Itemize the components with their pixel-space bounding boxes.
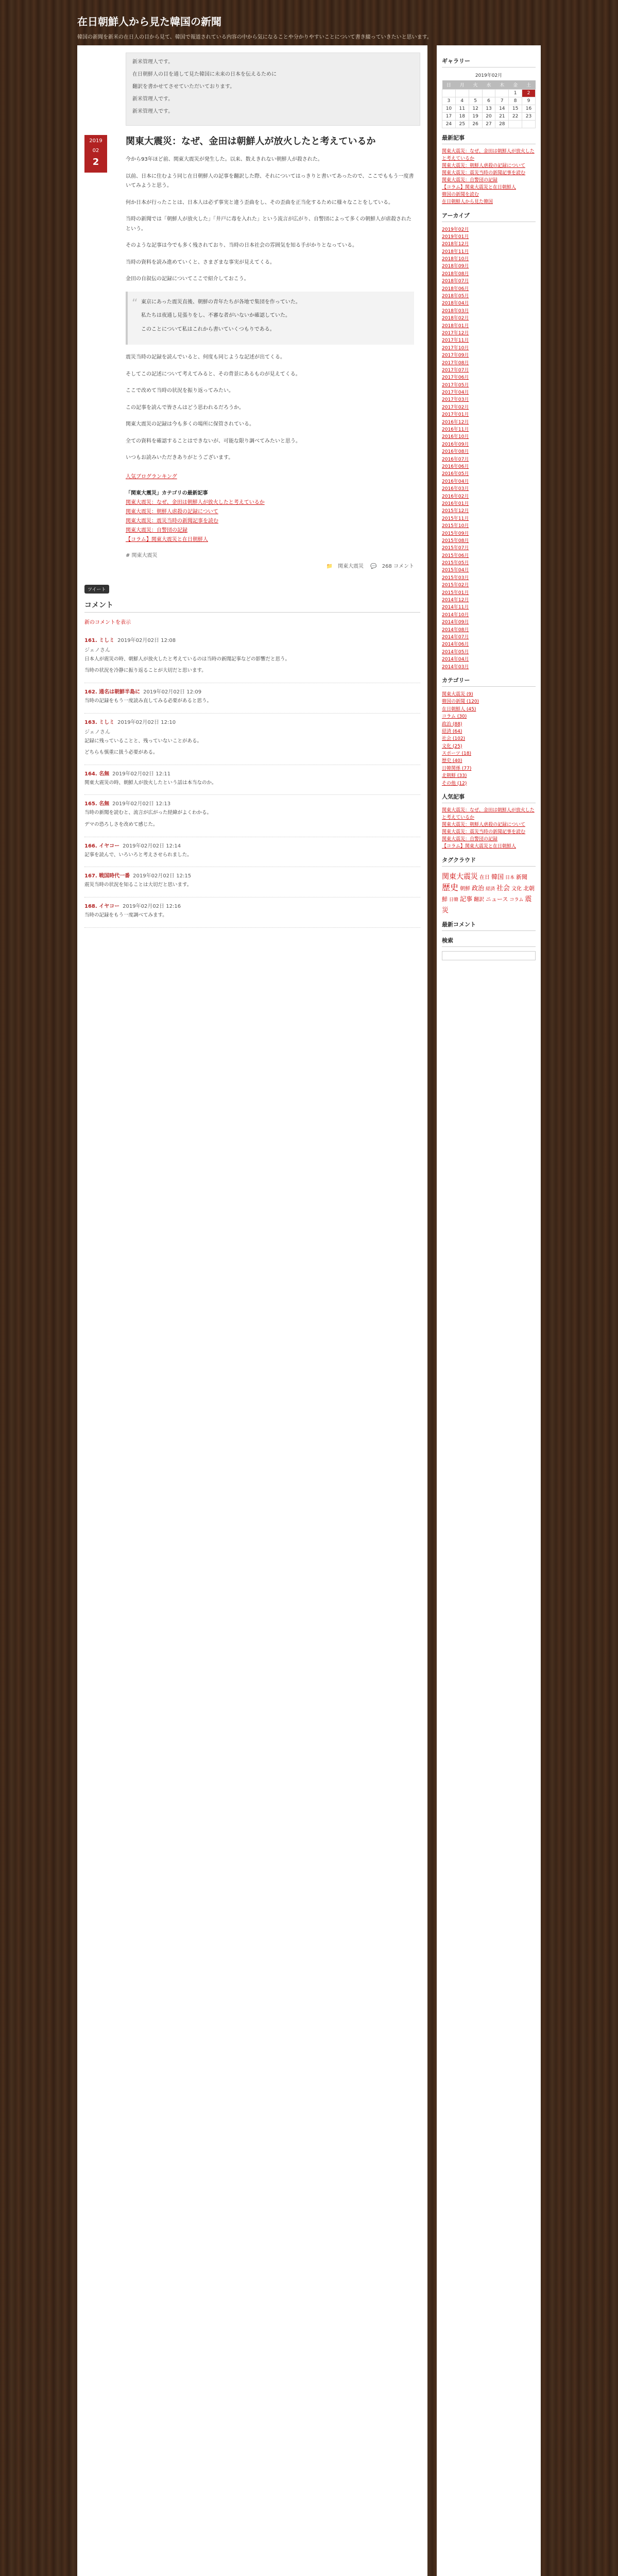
post-date-year: 2019 [84,135,107,145]
recent-title: 最新記事 [442,133,536,144]
archive-link[interactable]: 2018年04月 [442,301,469,307]
post-paragraph: この記事を読んで皆さんはどう思われるだろうか。 [126,404,244,411]
calendar-day[interactable]: 16 [522,105,536,113]
popular-post-link[interactable]: 【コラム】関東大震災と在日朝鮮人 [442,843,516,849]
blockquote [126,292,414,345]
tag-link[interactable]: 朝鮮 [460,886,471,892]
comment-num: 165. 名無 [84,801,110,807]
comment-body [84,779,420,788]
tag-link[interactable]: 関東大震災 [442,872,478,881]
calendar-day[interactable]: 8 [509,97,522,105]
comment-head [84,687,420,695]
comment-date: 2019年02月02日 12:16 [123,903,181,909]
sidebar [437,45,541,2576]
comment-name: ジェノさん [84,647,110,653]
recent-post-link[interactable]: 【コラム】関東大震災と在日朝鮮人 [442,184,516,190]
recent-post-link[interactable]: 関東大震災：震災当時の新聞記事を読む [442,170,526,176]
calendar-day[interactable]: 23 [522,113,536,121]
post-paragraph: ここで改めて当時の状況を振り返ってみたい。 [126,388,234,394]
tag-link[interactable]: 歴史 [442,882,459,892]
search-title: 検索 [442,936,536,947]
category-link[interactable]: 経済 (64) [442,728,462,734]
post-paragraph: 当時の資料を読み進めていくと、さまざまな事実が見えてくる。 [126,259,275,265]
calendar-day [522,121,536,128]
archive-link[interactable]: 2017年06月 [442,375,469,381]
recent-post-link[interactable]: 在日朝鮮人から見た韓国 [442,199,493,205]
tag-link[interactable]: 日韓 [449,897,459,903]
calendar-day [509,121,522,128]
archive-link[interactable]: 2014年12月 [442,598,469,603]
archive-link[interactable]: 2015年09月 [442,531,469,536]
archive-link[interactable]: 2015年03月 [442,575,469,581]
archive-link[interactable]: 2016年03月 [442,486,469,492]
comment [84,867,420,897]
tag-link[interactable]: 北朝鮮 [442,885,535,903]
comment-body [84,911,420,920]
comment [84,765,420,795]
tag-link[interactable]: 震災 [442,895,532,914]
category-link[interactable]: 社会 (102) [442,736,466,742]
calendar-weekday: 金 [509,80,522,90]
calendar-weekday: 日 [442,80,456,90]
archive-link[interactable]: 2016年10月 [442,434,469,440]
comment-line: 当時の新聞を読むと、流言が広がった経緯がよくわかる。 [84,810,212,816]
archive-link[interactable]: 2018年03月 [442,308,469,314]
recent-comments-title: 最新コメント [442,920,536,931]
post-date-day: 2 [84,155,107,173]
related-link[interactable]: 関東大震災：震災当時の新聞記事を読む [126,518,218,524]
archive-link[interactable]: 2017年09月 [442,353,469,359]
archive-title: アーカイブ [442,211,536,222]
calendar-day[interactable]: 11 [455,105,469,113]
archive-link[interactable]: 2016年12月 [442,419,469,425]
popular-post-link[interactable]: 関東大震災：自警団の記録 [442,836,498,842]
tag-link[interactable]: 経済 [486,886,495,892]
calendar-day[interactable]: 18 [455,113,469,121]
site-title[interactable]: 在日朝鮮人から見た韓国の新聞 [77,15,221,28]
post-date-month: 02 [84,145,107,155]
comment [84,795,420,837]
quote-line: 私たちは夜通し見張りをし、不審な者がいないか確認していた。 [141,313,290,319]
archive-link[interactable]: 2014年04月 [442,657,469,663]
related-heading: 「関東大震災」カテゴリの最新記事 [126,490,208,496]
calendar-day[interactable]: 22 [509,113,522,121]
calendar-day[interactable]: 1 [509,90,522,97]
archive-link[interactable]: 2017年05月 [442,382,469,388]
comment-num: 163. ミしミ [84,719,115,725]
comment-date: 2019年02月02日 12:14 [123,843,181,849]
tag-title: タグクラウド [442,856,536,867]
comment-line: 当時の記録をもう一度調べてみます。 [84,912,167,918]
archive-link[interactable]: 2017年04月 [442,390,469,396]
comment-body [84,809,420,829]
calendar-day[interactable]: 7 [495,97,509,105]
calendar-weekday: 月 [455,80,469,90]
post-body [126,135,414,569]
comment-head [84,769,420,777]
category-link[interactable]: コラム (30) [442,714,467,720]
comment-line: 当時の状況を冷静に振り返ることが大切だと思います。 [84,668,207,674]
archive-link[interactable]: 2017年07月 [442,367,469,373]
recent-post-link[interactable]: 関東大震災：自警団の記録 [442,177,498,183]
archive-link[interactable]: 2018年07月 [442,279,469,284]
post-date [84,135,107,569]
category-link[interactable]: その他 (12) [442,781,467,786]
calendar-day [442,90,456,97]
tag-link[interactable]: 翻訳 [474,897,485,903]
comment-body [84,881,420,890]
popular-post-link[interactable]: 関東大震災：朝鮮人虐殺の記録について [442,822,525,827]
calendar-day[interactable]: 2 [522,90,536,97]
archive-link[interactable]: 2019年02月 [442,227,469,232]
archive-link[interactable]: 2017年11月 [442,338,469,344]
archive-link[interactable]: 2018年05月 [442,294,469,299]
comment-num: 168. イヤコー [84,903,120,909]
comment-line: デマの恐ろしさを改めて感じた。 [84,822,158,828]
quote-line: このことについて私はこれから書いていくつもりである。 [141,326,275,332]
archive-link[interactable]: 2015年04月 [442,568,469,573]
post-text [126,155,414,480]
comment-line: 記録に残っていることと、残っていないことがある。 [84,738,202,744]
calendar-day[interactable]: 10 [442,105,456,113]
tag-link[interactable]: 文化 [511,886,522,892]
comment-num: 167. 戦国時代一番 [84,873,130,879]
calendar-day [469,90,482,97]
archive-link[interactable]: 2014年11月 [442,605,469,611]
main-column [77,45,427,2576]
archive-link[interactable]: 2016年06月 [442,464,469,469]
post-paragraph: そのような記事は今でも多く残されており、当時の日本社会の雰囲気を知る手がかりとなっている。 [126,243,357,249]
post-tag[interactable]: # 関東大震災 [126,552,158,558]
recent-post-link[interactable]: 関東大震災：朝鮮人虐殺の記録について [442,163,525,168]
comment-head [84,902,420,909]
notice-line: 新米管理人です。 [132,109,174,114]
quote-icon: “ [132,297,138,310]
archive-link[interactable]: 2017年01月 [442,412,469,418]
archive-link[interactable]: 2015年10月 [442,523,469,529]
archive-link[interactable]: 2014年10月 [442,612,469,618]
site-header [77,0,541,45]
archive-link[interactable]: 2017年12月 [442,330,469,336]
archive-link[interactable]: 2014年07月 [442,634,469,640]
calendar-day[interactable]: 26 [469,121,482,128]
new-comment-link[interactable]: 新のコメントを表示 [84,619,131,625]
calendar-day[interactable]: 28 [495,121,509,128]
calendar-weekday: 木 [495,80,509,90]
comment-num: 161. ミしミ [84,637,115,643]
archive-link[interactable]: 2016年01月 [442,501,469,506]
post-title[interactable]: 関東大震災：なぜ、金田は朝鮮人が放火したと考えているか [126,136,376,147]
comment-line: 記事を読んで、いろいろと考えさせられました。 [84,852,192,858]
folder-icon: 📁 [326,563,333,569]
notice-line: 新米管理人です。 [132,59,174,65]
search-input[interactable] [442,951,536,960]
notice-box [126,53,420,126]
post-paragraph: 全ての資料を確認することはできないが、可能な限り調べてみたいと思う。 [126,438,301,444]
category-link[interactable]: 関東大震災 (9) [442,691,473,697]
notice-line: 新米管理人です。 [132,96,174,102]
popular-post-link[interactable]: 関東大震災：なぜ、金田は朝鮮人が放火したと考えているか [442,808,535,820]
tag-cloud [442,871,536,916]
comment-date: 2019年02月02日 12:11 [112,771,171,777]
tag-link[interactable]: 在日 [479,874,490,880]
calendar-day[interactable]: 9 [522,97,536,105]
comment-date: 2019年02月02日 12:09 [143,689,202,695]
tag-link[interactable]: コラム [509,897,524,903]
notice-line: 在日朝鮮人の目を通して見た韓国に未来の日本を伝えるために [132,72,277,77]
recent-post-link[interactable]: 関東大震災：なぜ、金田は朝鮮人が放火したと考えているか [442,149,535,161]
post-paragraph: 何か日本が行ったことは、日本人は必ず事実と違う歪曲をし、その歪曲を正当化するために様々なことをしている。 [126,199,393,206]
comment-date: 2019年02月02日 12:10 [117,719,176,725]
post-meta [126,562,414,569]
calendar-day[interactable]: 12 [469,105,482,113]
post-paragraph: 震災当時の記録を読んでいると、何度も同じような記述が出てくる。 [126,354,285,361]
comment-body [84,851,420,860]
archive-link[interactable]: 2016年08月 [442,449,469,455]
archive-link[interactable]: 2016年02月 [442,494,469,499]
calendar-weekday: 水 [482,80,495,90]
archive-link[interactable]: 2018年10月 [442,257,469,262]
calendar-day[interactable]: 25 [455,121,469,128]
post-paragraph: 関東大震災の記録は今も多くの場所に保管されている。 [126,421,254,428]
post-paragraph: 当時の新聞では「朝鮮人が放火した」「井戸に毒を入れた」という流言が広がり、自警団によって多くの朝鮮人が虐殺されたという。 [126,216,411,232]
calendar-day[interactable]: 19 [469,113,482,121]
comment-line: 当時の記録をもう一度読み直してみる必要があると思う。 [84,698,212,704]
cta-text: いつもお読みいただきありがとうございます。 [126,455,234,461]
calendar-weekday: 火 [469,80,482,90]
archive-link[interactable]: 2018年12月 [442,242,469,247]
archive-link[interactable]: 2018年09月 [442,264,469,269]
comment-line: 関東大震災の時、朝鮮人が放火したという話は本当なのか。 [84,779,217,786]
category-link[interactable]: スポーツ (18) [442,751,471,757]
archive-link[interactable]: 2015年02月 [442,583,469,588]
archive-link[interactable]: 2017年02月 [442,404,469,410]
comments-heading: コメント [84,600,420,613]
archive-link[interactable]: 2014年05月 [442,649,469,655]
archive-link[interactable]: 2014年03月 [442,664,469,670]
archive-link[interactable]: 2018年02月 [442,316,469,321]
archive-link[interactable]: 2015年01月 [442,590,469,596]
calendar-day[interactable]: 27 [482,121,495,128]
archive-link[interactable]: 2015年05月 [442,561,469,566]
tweet-button[interactable]: ツイート [84,585,109,594]
popular-title: 人気記事 [442,792,536,803]
comment-line: 日本人が震災の時、朝鮮人が放火したと考えているのは当時の新聞記事などの影響だと思う。 [84,656,290,662]
related-link[interactable]: 【コラム】関東大震災と在日朝鮮人 [126,536,208,543]
archive-link[interactable]: 2018年11月 [442,249,469,255]
archive-link[interactable]: 2018年06月 [442,286,469,292]
calendar-day [495,90,509,97]
calendar-day[interactable]: 20 [482,113,495,121]
archive-link[interactable]: 2015年11月 [442,516,469,521]
comment-head [84,871,420,879]
calendar-day [455,90,469,97]
comment-head [84,841,420,849]
post [84,135,420,569]
comment-head [84,636,420,643]
archive-link[interactable]: 2015年07月 [442,546,469,551]
comment-head [84,718,420,725]
calendar-day[interactable]: 17 [442,113,456,121]
comment-list [84,632,420,928]
comment-date: 2019年02月02日 12:15 [133,873,192,879]
calendar-day[interactable]: 13 [482,105,495,113]
archive-link[interactable]: 2015年06月 [442,553,469,558]
related-link[interactable]: 関東大震災：自警団の記録 [126,527,187,533]
comment [84,683,420,714]
calendar-caption: 2019年02月 [475,73,503,78]
category-link[interactable]: 歴史 (40) [442,758,462,764]
category-link[interactable]: 在日朝鮮人 (45) [442,706,476,712]
comment-line: 震災当時の状況を知ることは大切だと思います。 [84,882,192,888]
category-title: カテゴリー [442,676,536,687]
calendar-day [482,90,495,97]
calendar [442,80,536,128]
archive-link[interactable]: 2016年09月 [442,442,469,447]
category-link[interactable]: 文化 (25) [442,743,462,749]
calendar-day[interactable]: 15 [509,105,522,113]
related-posts [126,488,414,545]
popular-list [442,807,536,851]
recent-post-link[interactable]: 韓国の新聞を読む [442,192,479,197]
post-paragraph: 金田の自叙伝の記録についてここで紹介しておこう。 [126,276,249,282]
tag-link[interactable]: 記事 [460,895,473,903]
comment-body [84,697,420,706]
recent-list [442,148,536,206]
archive-link[interactable]: 2016年05月 [442,471,469,477]
archive-link[interactable]: 2016年07月 [442,456,469,462]
archive-list [442,226,536,671]
comment-icon: 💬 [370,563,377,569]
related-link[interactable]: 関東大震災：朝鮮人虐殺の記録について [126,509,218,515]
comment [84,897,420,928]
archive-link[interactable]: 2017年08月 [442,360,469,366]
post-paragraph: 以前、日本に住むよう同じ在日朝鮮人の記事を翻訳した際、それについてはっきりと書いてあったので、ここでももう一度書いてみようと思う。 [126,173,414,189]
comment [84,837,420,868]
calendar-day[interactable]: 21 [495,113,509,121]
calendar-day[interactable]: 24 [442,121,456,128]
comment-date: 2019年02月02日 12:13 [112,801,171,807]
calendar-day[interactable]: 6 [482,97,495,105]
comment-body [84,737,420,757]
calendar-weekday: 土 [522,80,536,90]
archive-link[interactable]: 2016年11月 [442,427,469,433]
popular-post-link[interactable]: 関東大震災：震災当時の新聞記事を読む [442,829,526,835]
comment [84,714,420,765]
comment-head [84,799,420,807]
calendar-day[interactable]: 14 [495,105,509,113]
comment-num: 166. イヤコー [84,843,120,849]
site-description: 韓国の新聞を新米の在日人の目から見て、韓国で報道されている内容の中から気になることや分かりやすいことについて書き綴っていきたいと思います。 [77,35,432,40]
archive-link[interactable]: 2017年10月 [442,345,469,351]
comment-line: どちらも慎重に扱う必要がある。 [84,750,158,756]
comment-body [84,655,420,675]
tag-link[interactable]: 韓国 [491,873,504,880]
archive-link[interactable]: 2017年03月 [442,397,469,403]
calendar-day[interactable]: 4 [455,97,469,105]
notice-line: 翻訳を書かせてさせていただいております。 [132,84,235,90]
post-paragraph: 今から93年ほど前、関東大震災が発生した。以来、数えきれない朝鮮人が殺された。 [126,157,323,163]
tag-link[interactable]: 日本 [505,875,515,880]
comment-num: 162. 通名は朝鮮半島に [84,689,141,695]
archive-link[interactable]: 2015年12月 [442,509,469,514]
category-list [442,691,536,787]
post-paragraph: そしてこの記述について考えてみると、その背景にあるものが見えてくる。 [126,371,301,377]
comment-num: 164. 名無 [84,771,110,777]
calendar-day[interactable]: 3 [442,97,456,105]
comment-date: 2019年02月02日 12:08 [117,637,176,643]
quote-line: 東京にあった震災直後、朝鮮の青年たちが各地で集団を作っていた。 [141,299,301,305]
category-link[interactable]: 日韓関係 (77) [442,766,472,771]
category-link[interactable]: 北朝鮮 (33) [442,773,467,779]
gallery-title: ギャラリー [442,57,536,67]
meta-category-link[interactable]: 関東大震災 [338,563,364,569]
category-link[interactable]: 政治 (88) [442,721,462,727]
ranking-link[interactable]: 人気ブログランキング [126,473,177,480]
archive-link[interactable]: 2018年01月 [442,323,469,329]
calendar-day[interactable]: 5 [469,97,482,105]
tag-link[interactable]: ニュース [486,896,508,903]
category-link[interactable]: 韓国の新聞 (120) [442,699,479,705]
meta-comments-link[interactable]: 268 コメント [382,563,414,569]
tag-link[interactable]: 社会 [496,884,510,892]
comment [84,632,420,683]
archive-link[interactable]: 2019年01月 [442,234,469,240]
archive-link[interactable]: 2014年09月 [442,620,469,625]
comment-name: ジェノさん [84,729,110,735]
archive-link[interactable]: 2014年06月 [442,642,469,648]
related-link[interactable]: 関東大震災：なぜ、金田は朝鮮人が放火したと考えているか [126,499,265,505]
archive-link[interactable]: 2014年08月 [442,627,469,633]
tag-link[interactable]: 政治 [472,884,485,892]
archive-link[interactable]: 2018年08月 [442,271,469,277]
tag-link[interactable]: 新聞 [516,873,528,880]
archive-link[interactable]: 2015年08月 [442,538,469,544]
archive-link[interactable]: 2016年04月 [442,479,469,484]
